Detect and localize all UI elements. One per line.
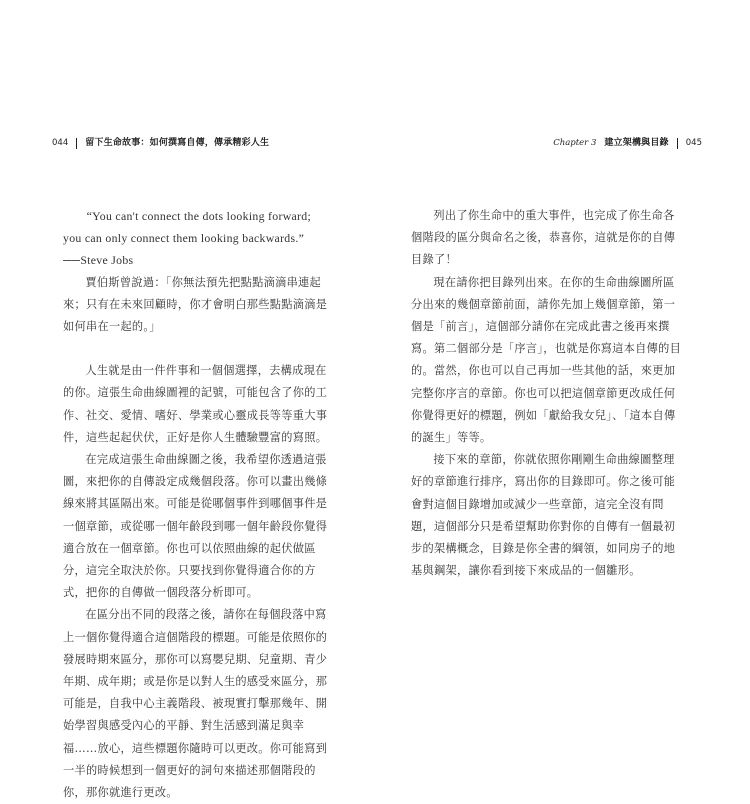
left-page-number: 044	[52, 138, 69, 148]
book-title: 留下生命故事：如何撰寫自傳，傳承精彩人生	[85, 138, 270, 148]
paragraph: 在完成這張生命曲線圖之後，我希望你透過這張圖，來把你的自傳設定成幾個段落。你可以畫出幾條線來將其區隔出來。可能是從哪個事件到哪個事件是一個章節，或從哪一個年齡段到哪一個年齡段你覺得適合放在一個章節。你也可以依照曲線的起伏做區分，這完全取決於你。只要找到你覺得適合你的方式，把你的自傳做一個段落分析即可。	[63, 453, 328, 600]
chapter-title: 建立架構與目錄	[604, 138, 669, 148]
paragraph: 接下來的章節，你就依照你剛剛生命曲線圖整理好的章節進行排序，寫出你的目錄即可。你之後可能會對這個目錄增加或減少一些章節，這完全沒有問題，這個部分只是希望幫助你對你的自傳有一個最初步的架構概念，目錄是你全書的綱領，如同房子的地基與鋼架，讓你看到接下來成品的一個雛形。	[411, 453, 676, 578]
right-page-body	[411, 205, 685, 582]
right-running-header	[553, 137, 702, 149]
quote-chinese: 賈伯斯曾說過：「你無法預先把點點滴滴串連起來；只有在未來回顧時，你才會明白那些點點滴滴是如何串在一起的。」	[63, 275, 328, 334]
paragraph: 列出了你生命中的重大事件，也完成了你生命各個階段的區分與命名之後，恭喜你，這就是你的自傳目錄了！	[411, 209, 676, 267]
left-running-header	[52, 137, 269, 149]
header-divider	[677, 138, 678, 149]
paragraph: 人生就是由一件件事和一個個選擇，去構成現在的你。這張生命曲線圖裡的記號，可能包含了你的工作、社交、愛情、嗜好、學業或心靈成長等等重大事件，這些起起伏伏，正好是你人生體驗豐富的寫照。	[63, 364, 328, 444]
right-page-number: 045	[685, 138, 702, 148]
chapter-label: Chapter 3	[553, 138, 597, 148]
left-page-body	[63, 205, 331, 804]
paragraph: 在區分出不同的段落之後，請你在每個段落中寫上一個你覺得適合這個階段的標題。可能是依照你的發展時期來區分，那你可以寫嬰兒期、兒童期、青少年期、成年期；或是你是以對人生的感受來區分，那可能是，自我中心主義階段、被現實打擊那幾年、開始學習與感受內心的平靜、對生活感到滿足與幸福……放心，這些標題你隨時可以更改。你可能寫到一半的時候想到一個更好的詞句來描述那個階段的你，那你就進行更改。	[63, 608, 328, 800]
paragraph: 現在請你把目錄列出來。在你的生命曲線圖所區分出來的幾個章節前面，請你先加上幾個章節，第一個是「前言」，這個部分請你在完成此書之後再來撰寫。第二個部分是「序言」，也就是你寫這本自傳的目的。當然，你也可以自己再加一些其他的話，來更加完整你序言的章節。你也可以把這個章節更改成任何你覺得更好的標題，例如「獻給我女兒」、「這本自傳的誕生」等等。	[411, 275, 682, 445]
header-divider	[76, 138, 77, 149]
section-gap	[63, 338, 331, 360]
quote-english: “You can't connect the dots looking forward; you can only connect them looking backwards.” ──Steve Jobs	[63, 209, 312, 268]
